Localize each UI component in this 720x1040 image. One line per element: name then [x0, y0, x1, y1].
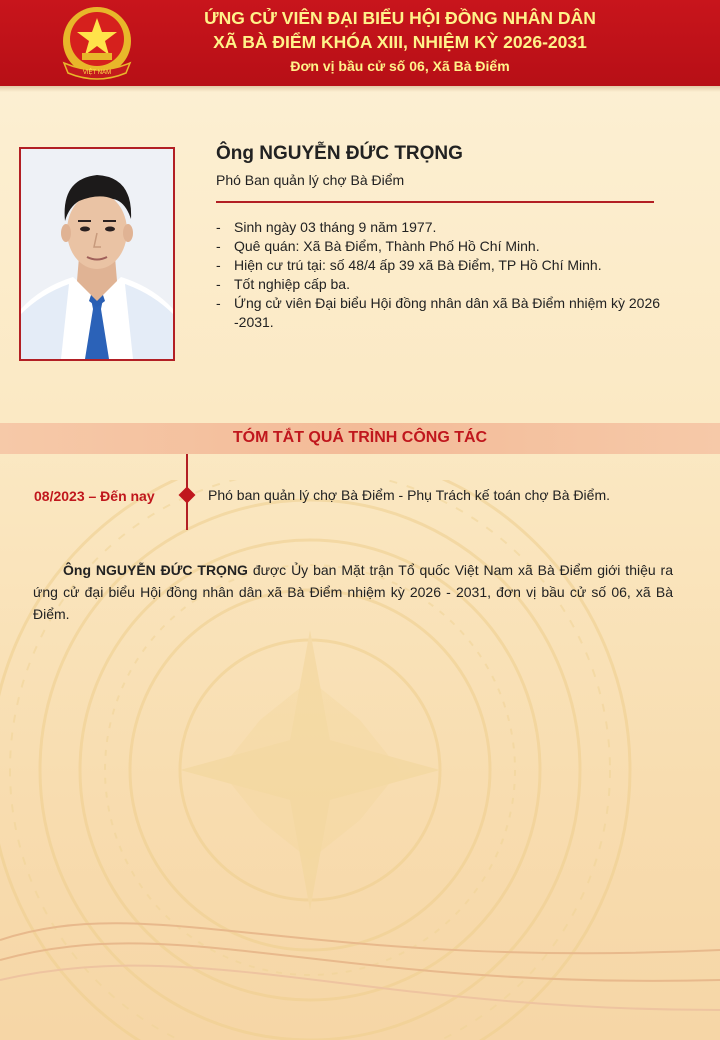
timeline-diamond-icon	[179, 487, 196, 504]
header-subtitle: Đơn vị bầu cử số 06, Xã Bà Điểm	[290, 58, 510, 74]
timeline-text: Phó ban quản lý chợ Bà Điểm - Phụ Trách kế toán chợ Bà Điểm.	[208, 487, 611, 503]
section-title: TÓM TẮT QUÁ TRÌNH CÔNG TÁC	[232, 429, 488, 446]
decorative-wave	[0, 880, 720, 1040]
header-shadow	[0, 86, 720, 92]
section-band	[0, 423, 720, 454]
candidate-position: Phó Ban quản lý chợ Bà Điểm	[216, 172, 405, 188]
summary-text: được Ủy ban Mặt trận Tổ quốc Việt Nam xã Bà Điểm giới thiệu ra ứng cử đại biểu Hội đồng nhân dân xã Bà Điểm nhiệm kỳ 2026 - 2031, đơn vị bầu cử số 06, xã Bà Điểm.	[33, 562, 674, 622]
header-title-line-2: XÃ BÀ ĐIỂM KHÓA XIII, NHIỆM KỲ 2026-2031	[213, 32, 587, 52]
portrait-photo	[21, 149, 173, 359]
bio-item: - Hiện cư trú tại: số 48/4 ấp 39 xã Bà Điểm, TP Hồ Chí Minh.	[216, 256, 676, 275]
bio-list	[216, 218, 676, 332]
bio-item: - Tốt nghiệp cấp ba.	[216, 275, 676, 294]
header-banner	[0, 0, 720, 86]
svg-text:VIỆT NAM: VIỆT NAM	[82, 70, 112, 76]
timeline-date: 08/2023 – Đến nay	[34, 488, 155, 504]
bio-item: - Ứng cử viên Đại biểu Hội đồng nhân dân xã Bà Điểm nhiệm kỳ 2026 -2031.	[216, 294, 676, 332]
divider	[216, 201, 654, 203]
header-title-line-1: ỨNG CỬ VIÊN ĐẠI BIỂU HỘI ĐỒNG NHÂN DÂN	[204, 8, 596, 28]
bio-item: - Quê quán: Xã Bà Điểm, Thành Phố Hồ Chí Minh.	[216, 237, 676, 256]
bio-item: - Sinh ngày 03 tháng 9 năm 1977.	[216, 218, 676, 237]
summary-name: Ông NGUYỄN ĐỨC TRỌNG	[63, 562, 248, 578]
candidate-name: Ông NGUYỄN ĐỨC TRỌNG	[216, 143, 463, 164]
summary-paragraph	[33, 559, 673, 625]
candidate-photo	[19, 147, 175, 361]
national-emblem-icon	[56, 3, 138, 83]
